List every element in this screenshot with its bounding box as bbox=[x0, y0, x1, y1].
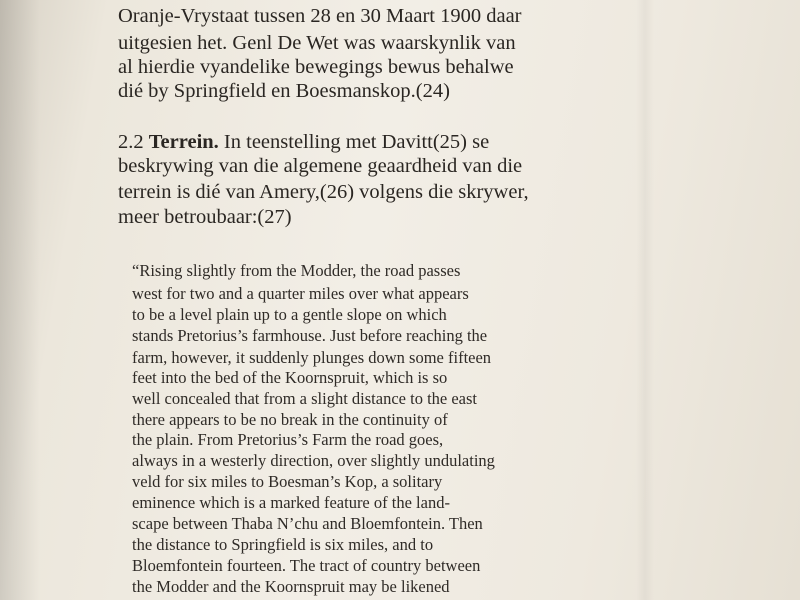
quote-line: scape between Thaba N’chu and Bloemfontein. Then bbox=[132, 514, 483, 533]
quote-line: the Modder and the Koornspruit may be likened bbox=[132, 577, 450, 596]
column-gutter bbox=[636, 0, 654, 600]
quote-line: west for two and a quarter miles over what appears bbox=[132, 284, 469, 303]
section-first-line bbox=[118, 130, 489, 154]
quote-line: farm, however, it suddenly plunges down some fifteen bbox=[132, 348, 492, 367]
quote-line: veld for six miles to Boesman’s Kop, a solitary bbox=[132, 472, 443, 491]
section-heading: Terrein. bbox=[148, 131, 219, 153]
quote-line: Bloemfontein fourteen. The tract of country between bbox=[132, 556, 481, 575]
page-curve-shadow bbox=[0, 0, 40, 600]
section-number: 2.2 bbox=[118, 131, 144, 153]
quote-line: eminence which is a marked feature of the land- bbox=[132, 493, 450, 512]
section-first-line-text: In teenstelling met Davitt(25) se bbox=[223, 131, 490, 153]
section-line: meer betroubaar:(27) bbox=[118, 206, 292, 228]
quote-line: feet into the bed of the Koornspruit, which is so bbox=[132, 368, 448, 387]
quote-line: the distance to Springfield is six miles, and to bbox=[132, 535, 434, 554]
quote-line: always in a westerly direction, over slightly undulating bbox=[132, 451, 495, 470]
intro-line: al hierdie vyandelike bewegings bewus behalwe bbox=[118, 56, 514, 78]
intro-line: uitgesien het. Genl De Wet was waarskynlik van bbox=[118, 32, 516, 54]
intro-line: dié by Springfield en Boesmanskop.(24) bbox=[118, 80, 450, 102]
quote-line: to be a level plain up to a gentle slope on which bbox=[132, 305, 447, 324]
quote-line: stands Pretorius’s farmhouse. Just before reaching the bbox=[132, 326, 488, 345]
quote-line: the plain. From Pretorius’s Farm the road goes, bbox=[132, 430, 444, 449]
quote-line: there appears to be no break in the continuity of bbox=[132, 410, 448, 429]
quote-line: well concealed that from a slight distance to the east bbox=[132, 389, 478, 408]
intro-line: Oranje-Vrystaat tussen 28 en 30 Maart 1900 daar bbox=[118, 5, 522, 27]
section-line: terrein is dié van Amery,(26) volgens die skrywer, bbox=[118, 181, 529, 203]
section-line: beskrywing van die algemene geaardheid van die bbox=[118, 155, 523, 177]
quote-line: “Rising slightly from the Modder, the road passes bbox=[132, 261, 461, 280]
